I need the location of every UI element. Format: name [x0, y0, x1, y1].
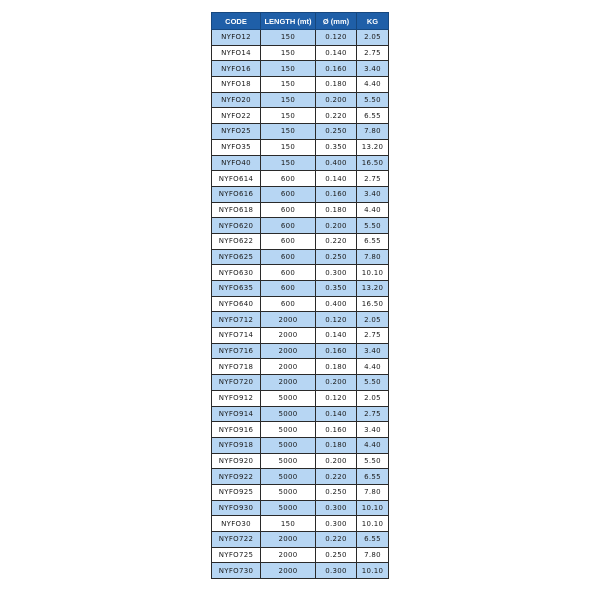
cell-length: 150	[261, 61, 316, 77]
cell-kg: 2.75	[357, 328, 389, 344]
cell-length: 600	[261, 171, 316, 187]
cell-diameter: 0.250	[316, 547, 357, 563]
cell-diameter: 0.300	[316, 516, 357, 532]
cell-kg: 16.50	[357, 296, 389, 312]
table-row	[212, 92, 389, 108]
cell-length: 2000	[261, 312, 316, 328]
cell-length: 150	[261, 155, 316, 171]
cell-code: NYFO30	[212, 516, 261, 532]
table-row	[212, 77, 389, 93]
cell-kg: 7.80	[357, 249, 389, 265]
cell-length: 600	[261, 281, 316, 297]
cell-code: NYFO722	[212, 532, 261, 548]
table-row	[212, 500, 389, 516]
cell-code: NYFO635	[212, 281, 261, 297]
cell-kg: 5.50	[357, 375, 389, 391]
cell-kg: 6.55	[357, 233, 389, 249]
cell-kg: 2.75	[357, 171, 389, 187]
cell-code: NYFO716	[212, 343, 261, 359]
cell-code: NYFO712	[212, 312, 261, 328]
cell-diameter: 0.220	[316, 108, 357, 124]
table-row	[212, 390, 389, 406]
table-row	[212, 328, 389, 344]
cell-kg: 10.10	[357, 563, 389, 579]
column-header-diameter: Ø (mm)	[316, 13, 357, 30]
cell-code: NYFO35	[212, 139, 261, 155]
table-row	[212, 30, 389, 46]
table-row	[212, 359, 389, 375]
cell-kg: 4.40	[357, 202, 389, 218]
cell-length: 600	[261, 249, 316, 265]
cell-kg: 7.80	[357, 124, 389, 140]
cell-kg: 10.10	[357, 265, 389, 281]
cell-code: NYFO25	[212, 124, 261, 140]
table-row	[212, 469, 389, 485]
cell-length: 2000	[261, 547, 316, 563]
cell-code: NYFO930	[212, 500, 261, 516]
table-row	[212, 202, 389, 218]
cell-code: NYFO714	[212, 328, 261, 344]
cell-diameter: 0.180	[316, 202, 357, 218]
cell-length: 150	[261, 92, 316, 108]
cell-diameter: 0.400	[316, 296, 357, 312]
table-row	[212, 343, 389, 359]
table-row	[212, 124, 389, 140]
table-body	[212, 30, 389, 579]
cell-diameter: 0.350	[316, 139, 357, 155]
cell-code: NYFO730	[212, 563, 261, 579]
cell-diameter: 0.160	[316, 186, 357, 202]
table-row	[212, 532, 389, 548]
cell-length: 150	[261, 77, 316, 93]
cell-diameter: 0.140	[316, 45, 357, 61]
cell-diameter: 0.300	[316, 563, 357, 579]
cell-length: 5000	[261, 422, 316, 438]
table-row	[212, 484, 389, 500]
cell-length: 150	[261, 30, 316, 46]
column-header-kg: KG	[357, 13, 389, 30]
cell-diameter: 0.180	[316, 359, 357, 375]
cell-length: 600	[261, 265, 316, 281]
table-row	[212, 186, 389, 202]
table-row	[212, 375, 389, 391]
cell-code: NYFO640	[212, 296, 261, 312]
column-header-length: LENGTH (mt)	[261, 13, 316, 30]
cell-diameter: 0.140	[316, 171, 357, 187]
cell-kg: 3.40	[357, 61, 389, 77]
cell-diameter: 0.250	[316, 249, 357, 265]
table-row	[212, 171, 389, 187]
cell-kg: 4.40	[357, 437, 389, 453]
cell-kg: 3.40	[357, 186, 389, 202]
cell-kg: 5.50	[357, 92, 389, 108]
cell-code: NYFO916	[212, 422, 261, 438]
cell-diameter: 0.200	[316, 92, 357, 108]
cell-diameter: 0.220	[316, 233, 357, 249]
cell-length: 2000	[261, 359, 316, 375]
cell-code: NYFO614	[212, 171, 261, 187]
cell-diameter: 0.180	[316, 77, 357, 93]
cell-kg: 3.40	[357, 422, 389, 438]
cell-length: 5000	[261, 453, 316, 469]
cell-kg: 10.10	[357, 500, 389, 516]
cell-diameter: 0.120	[316, 390, 357, 406]
cell-length: 5000	[261, 484, 316, 500]
table-row	[212, 516, 389, 532]
cell-kg: 5.50	[357, 453, 389, 469]
cell-code: NYFO18	[212, 77, 261, 93]
table-row	[212, 563, 389, 579]
cell-kg: 5.50	[357, 218, 389, 234]
cell-code: NYFO925	[212, 484, 261, 500]
cell-diameter: 0.160	[316, 343, 357, 359]
cell-length: 5000	[261, 406, 316, 422]
cell-diameter: 0.220	[316, 469, 357, 485]
cell-kg: 6.55	[357, 108, 389, 124]
table-row	[212, 249, 389, 265]
table-row	[212, 296, 389, 312]
cell-code: NYFO914	[212, 406, 261, 422]
cell-diameter: 0.300	[316, 500, 357, 516]
cell-diameter: 0.180	[316, 437, 357, 453]
cell-code: NYFO14	[212, 45, 261, 61]
cell-code: NYFO922	[212, 469, 261, 485]
cell-kg: 2.75	[357, 406, 389, 422]
cell-kg: 13.20	[357, 139, 389, 155]
cell-code: NYFO22	[212, 108, 261, 124]
cell-length: 5000	[261, 437, 316, 453]
table-row	[212, 265, 389, 281]
cell-diameter: 0.400	[316, 155, 357, 171]
cell-diameter: 0.350	[316, 281, 357, 297]
table-row	[212, 61, 389, 77]
cell-kg: 2.05	[357, 312, 389, 328]
cell-code: NYFO718	[212, 359, 261, 375]
cell-kg: 16.50	[357, 155, 389, 171]
table-row	[212, 281, 389, 297]
cell-length: 150	[261, 108, 316, 124]
cell-kg: 6.55	[357, 469, 389, 485]
cell-kg: 10.10	[357, 516, 389, 532]
table-row	[212, 139, 389, 155]
table-row	[212, 406, 389, 422]
cell-diameter: 0.250	[316, 124, 357, 140]
cell-kg: 4.40	[357, 359, 389, 375]
cell-code: NYFO630	[212, 265, 261, 281]
cell-length: 2000	[261, 375, 316, 391]
cell-code: NYFO622	[212, 233, 261, 249]
cell-diameter: 0.140	[316, 328, 357, 344]
cell-diameter: 0.120	[316, 30, 357, 46]
table-row	[212, 312, 389, 328]
cell-length: 600	[261, 296, 316, 312]
cell-length: 2000	[261, 563, 316, 579]
cell-code: NYFO616	[212, 186, 261, 202]
cell-kg: 7.80	[357, 484, 389, 500]
cell-kg: 3.40	[357, 343, 389, 359]
cell-length: 600	[261, 218, 316, 234]
cell-diameter: 0.160	[316, 422, 357, 438]
cell-code: NYFO620	[212, 218, 261, 234]
cell-diameter: 0.160	[316, 61, 357, 77]
cell-length: 150	[261, 139, 316, 155]
cell-length: 600	[261, 186, 316, 202]
cell-kg: 2.05	[357, 30, 389, 46]
cell-code: NYFO720	[212, 375, 261, 391]
table-row	[212, 547, 389, 563]
cell-diameter: 0.200	[316, 375, 357, 391]
cell-code: NYFO618	[212, 202, 261, 218]
table-row	[212, 155, 389, 171]
cell-length: 150	[261, 45, 316, 61]
cell-kg: 2.75	[357, 45, 389, 61]
table-header-row	[212, 13, 389, 30]
cell-kg: 4.40	[357, 77, 389, 93]
cell-code: NYFO725	[212, 547, 261, 563]
cell-diameter: 0.300	[316, 265, 357, 281]
cell-code: NYFO40	[212, 155, 261, 171]
cell-kg: 13.20	[357, 281, 389, 297]
cell-kg: 7.80	[357, 547, 389, 563]
cell-length: 5000	[261, 469, 316, 485]
table-row	[212, 233, 389, 249]
cell-length: 150	[261, 124, 316, 140]
table-row	[212, 45, 389, 61]
cell-length: 2000	[261, 532, 316, 548]
table-row	[212, 453, 389, 469]
table-row	[212, 422, 389, 438]
cell-code: NYFO20	[212, 92, 261, 108]
cell-diameter: 0.200	[316, 453, 357, 469]
cell-code: NYFO625	[212, 249, 261, 265]
cell-length: 5000	[261, 390, 316, 406]
cell-length: 2000	[261, 343, 316, 359]
cell-length: 2000	[261, 328, 316, 344]
cell-kg: 2.05	[357, 390, 389, 406]
cell-length: 5000	[261, 500, 316, 516]
cell-diameter: 0.140	[316, 406, 357, 422]
table-row	[212, 218, 389, 234]
table-row	[212, 108, 389, 124]
cell-length: 600	[261, 202, 316, 218]
cell-length: 150	[261, 516, 316, 532]
cell-code: NYFO920	[212, 453, 261, 469]
cell-diameter: 0.120	[316, 312, 357, 328]
cell-length: 600	[261, 233, 316, 249]
column-header-code: CODE	[212, 13, 261, 30]
cell-diameter: 0.200	[316, 218, 357, 234]
cell-kg: 6.55	[357, 532, 389, 548]
cell-code: NYFO918	[212, 437, 261, 453]
table-row	[212, 437, 389, 453]
cell-code: NYFO12	[212, 30, 261, 46]
product-spec-table	[211, 12, 389, 579]
cell-code: NYFO16	[212, 61, 261, 77]
cell-diameter: 0.220	[316, 532, 357, 548]
cell-code: NYFO912	[212, 390, 261, 406]
cell-diameter: 0.250	[316, 484, 357, 500]
